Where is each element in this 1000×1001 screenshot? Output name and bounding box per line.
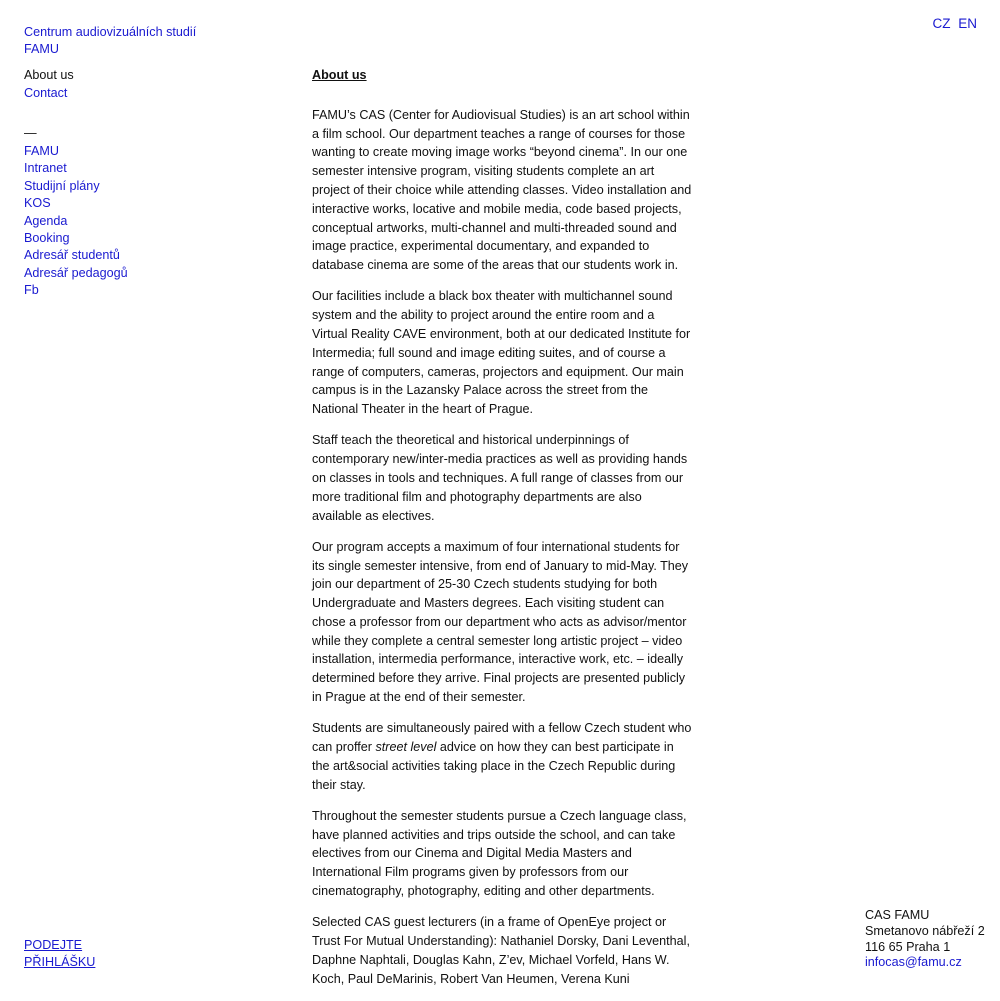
lang-cz-link[interactable]: CZ <box>932 16 951 31</box>
paragraph-intro: FAMU’s CAS (Center for Audiovisual Studies) is an art school within a film school. Our department teaches a range of courses for those wanting to create moving image works “beyond cinema”. In our one semester intensive program, visiting students complete an art project of their choice while attending classes. Video installation and interactive works, locative and mobile media, code based projects, conceptual artworks, multi-channel and multi-threaded sound and image practice, experimental documentary, and expanded to database cinema are some of the areas that our students work in. <box>312 107 692 273</box>
nav-kos[interactable]: KOS <box>24 196 51 211</box>
site-title <box>24 24 196 57</box>
nav-divider: — <box>24 126 37 140</box>
nav-intranet[interactable]: Intranet <box>24 161 67 176</box>
contact-city: 116 65 Praha 1 <box>865 939 951 954</box>
language-switcher <box>928 16 977 31</box>
site-title-famu-link[interactable]: FAMU <box>24 41 59 56</box>
contact-address <box>865 908 985 971</box>
pairing-text-end: advice on how they can best participate in the art&social activities taking place in the Czech Republic during their stay. <box>312 740 676 792</box>
nav-booking[interactable]: Booking <box>24 231 70 246</box>
nav-fb[interactable]: Fb <box>24 283 39 298</box>
nav-adresar-studentu[interactable]: Adresář studentů <box>24 248 120 263</box>
paragraph-staff: Staff teach the theoretical and historical underpinnings of contemporary new/inter-media practices as well as providing hands on classes in tools and techniques. A full range of classes from our more traditional film and photography departments are also available as electives. <box>312 433 688 523</box>
pairing-emphasis: street level <box>375 740 437 755</box>
site-title-link[interactable]: Centrum audiovizuálních studií <box>24 25 197 39</box>
paragraph-program: Our program accepts a maximum of four international students for its single semester intensive, from end of January to mid-May. They join our department of 25-30 Czech students studying for both Undergraduate and Masters degrees. Each visiting student can chose a professor from our department who acts as advisor/mentor while they complete a central semester long artistic project – video installation, intermedia performance, interactive work, etc. – ideally determined before they arrive. Final projects are presented publicly in Prague at the end of their semester. <box>312 539 689 705</box>
paragraph-facilities: Our facilities include a black box theater with multichannel sound system and the ability to project around the entire room and a Virtual Reality CAVE environment, both at our dedicated Institute for Intermedia; full sound and image editing suites, and of course a range of computers, cameras, projectors and equipment. Our main campus is in the Lazansky Palace across the street from the National Theater in the heart of Prague. <box>312 289 691 417</box>
nav-agenda[interactable]: Agenda <box>24 213 68 228</box>
pairing-text-start: Students are simultaneously paired with a fellow Czech student who can proffer <box>312 721 692 755</box>
lang-en-link[interactable]: EN <box>958 16 977 31</box>
nav-adresar-pedagogu[interactable]: Adresář pedagogů <box>24 265 128 280</box>
secondary-nav <box>24 143 128 300</box>
contact-street: Smetanovo nábřeží 2 <box>865 923 985 938</box>
primary-nav <box>24 66 74 102</box>
paragraph-pairing <box>312 719 692 794</box>
paragraph-lecturers: Selected CAS guest lecturers (in a frame of OpenEye project or Trust For Mutual Understanding): Nathaniel Dorsky, Dani Leventhal, Daphne Naphtali, Douglas Kahn, Z’ev, Michael Vorfeld, Hans W. Koch, Paul DeMarinis, Robert Van Heumen, Verena Kuni <box>312 915 690 986</box>
page-title: About us <box>312 68 367 82</box>
apply-link <box>24 937 95 970</box>
nav-about-us[interactable]: About us <box>24 68 74 82</box>
nav-famu[interactable]: FAMU <box>24 144 59 158</box>
contact-email-link[interactable]: infocas@famu.cz <box>865 955 962 970</box>
nav-contact[interactable]: Contact <box>24 86 68 100</box>
contact-name: CAS FAMU <box>865 908 930 922</box>
apply-link-line2[interactable]: PŘIHLÁŠKU <box>24 954 96 969</box>
main-content <box>312 66 692 1001</box>
nav-studijni-plany[interactable]: Studijní plány <box>24 178 100 193</box>
apply-link-line1[interactable]: PODEJTE <box>24 938 83 952</box>
paragraph-semester: Throughout the semester students pursue a Czech language class, have planned activities and trips outside the school, and can take electives from our Cinema and Digital Media Masters and International Film programs given by professors from our cinematography, photography, editing and other departments. <box>312 808 687 899</box>
